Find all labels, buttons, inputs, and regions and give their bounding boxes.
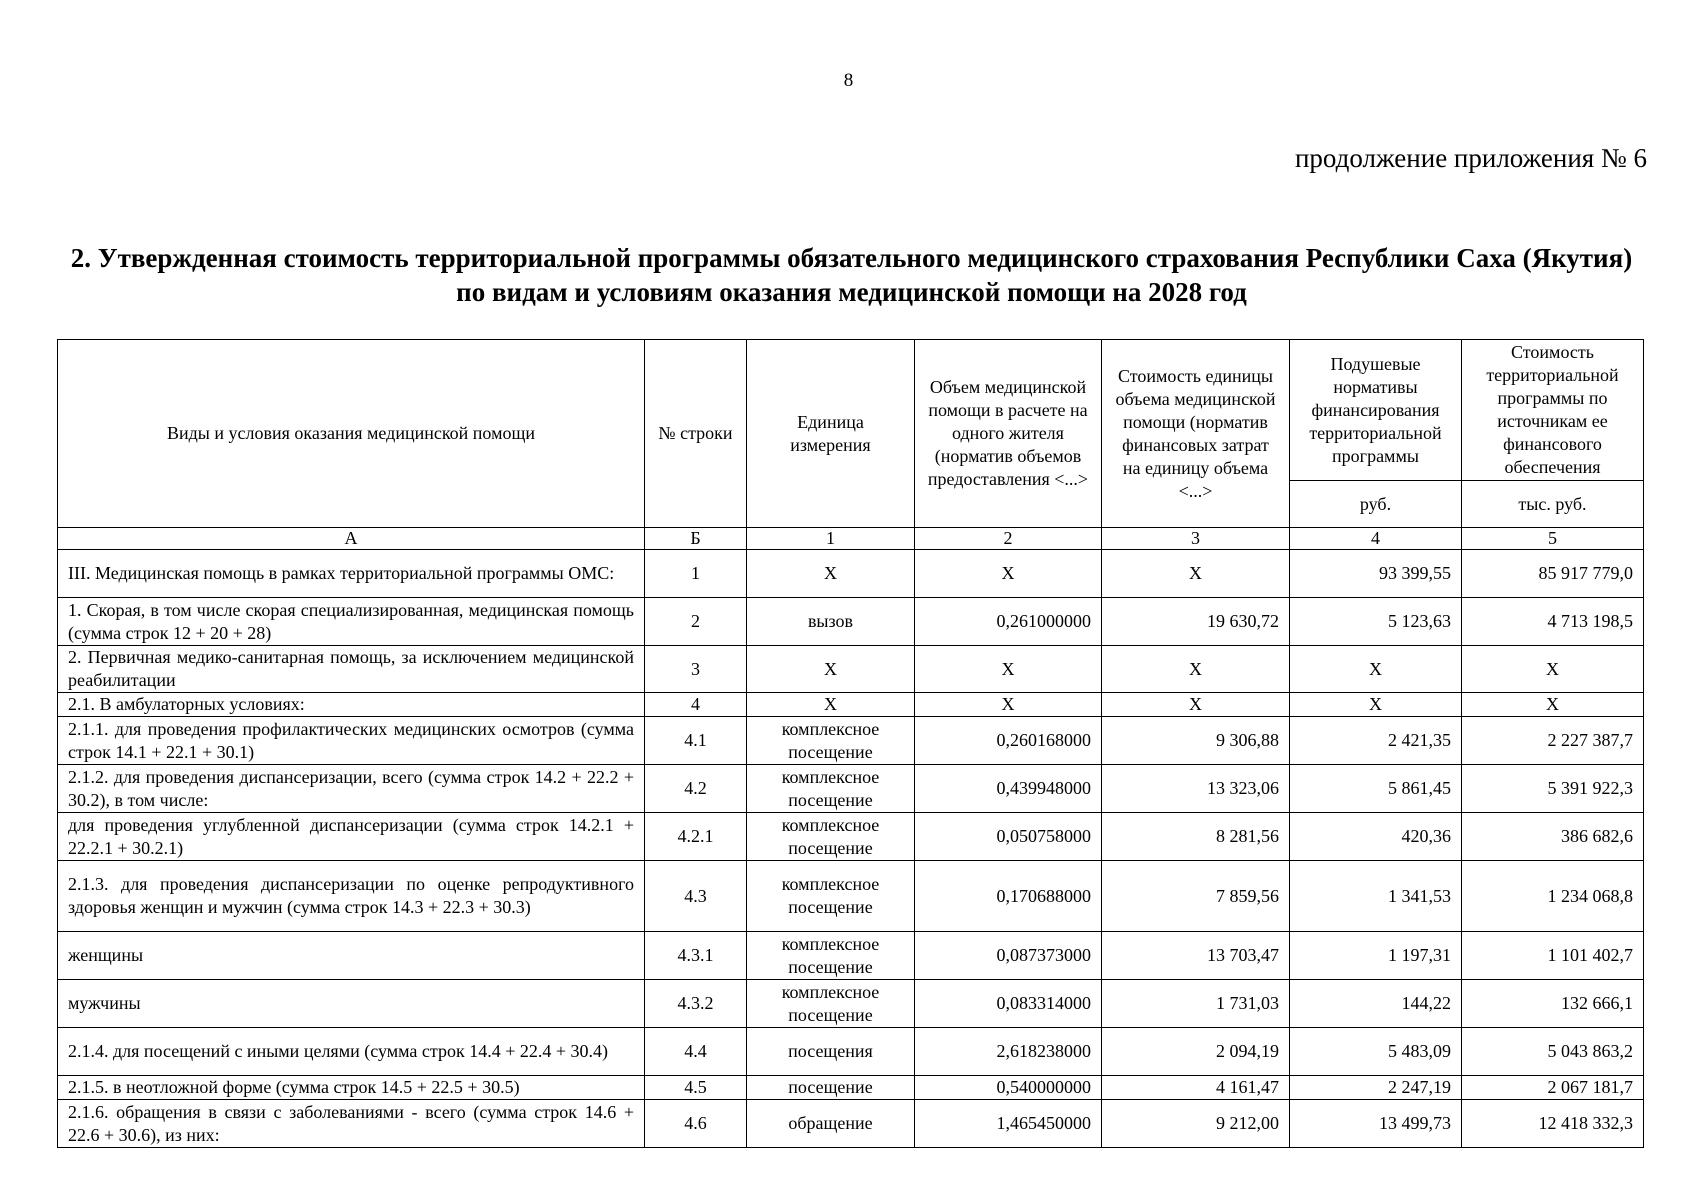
cell-volume: X (915, 550, 1102, 598)
cell-unit-cost: 9 212,00 (1102, 1100, 1290, 1148)
cell-row-number: 4.1 (645, 717, 747, 765)
cell-per-capita: 5 861,45 (1290, 765, 1462, 813)
header-program-cost-unit: тыс. руб. (1462, 481, 1644, 528)
table-row (58, 980, 1644, 1028)
cell-per-capita: 1 341,53 (1290, 861, 1462, 932)
cell-row-number: 1 (645, 550, 747, 598)
cell-type: 2.1.3. для проведения диспансеризации по оценке репродуктивного здоровья женщин и мужчин (сумма строк 14.3 + 22.3 + 30.3) (58, 861, 645, 932)
cell-program-cost: 1 234 068,8 (1462, 861, 1644, 932)
table-row (58, 550, 1644, 598)
cell-row-number: 4.3.2 (645, 980, 747, 1028)
cell-volume: 0,087373000 (915, 932, 1102, 980)
cell-unit: X (747, 693, 915, 717)
cell-unit: комплексное посещение (747, 813, 915, 861)
table-row (58, 693, 1644, 717)
cell-per-capita: 5 123,63 (1290, 598, 1462, 646)
column-letter: Б (645, 528, 747, 550)
table-row (58, 1076, 1644, 1100)
cell-volume: 0,170688000 (915, 861, 1102, 932)
cell-unit-cost: 9 306,88 (1102, 717, 1290, 765)
cell-row-number: 4.2.1 (645, 813, 747, 861)
header-per-capita: Подушевые нормативы финансирования территориальной программы (1290, 340, 1462, 481)
cell-per-capita: 2 421,35 (1290, 717, 1462, 765)
cell-row-number: 2 (645, 598, 747, 646)
header-unit: Единица измерения (747, 340, 915, 528)
cell-program-cost: 4 713 198,5 (1462, 598, 1644, 646)
cell-type: мужчины (58, 980, 645, 1028)
header-volume: Объем медицинской помощи в расчете на одного жителя (норматив объемов предоставления <...> (915, 340, 1102, 528)
column-letter: 4 (1290, 528, 1462, 550)
appendix-continuation-note: продолжение приложения № 6 (1294, 143, 1647, 173)
cell-unit-cost: 1 731,03 (1102, 980, 1290, 1028)
cell-row-number: 4.6 (645, 1100, 747, 1148)
cell-volume: 2,618238000 (915, 1028, 1102, 1076)
cell-type: 2.1.1. для проведения профилактических медицинских осмотров (сумма строк 14.1 + 22.1 + 30.1) (58, 717, 645, 765)
cell-program-cost: 12 418 332,3 (1462, 1100, 1644, 1148)
table-row (58, 1100, 1644, 1148)
cell-program-cost: 2 227 387,7 (1462, 717, 1644, 765)
column-letter: 3 (1102, 528, 1290, 550)
cell-unit-cost: 13 703,47 (1102, 932, 1290, 980)
cell-volume: 0,260168000 (915, 717, 1102, 765)
cell-unit-cost: 2 094,19 (1102, 1028, 1290, 1076)
cell-unit: посещение (747, 1076, 915, 1100)
page-number: 8 (843, 70, 854, 91)
cell-type: 2.1. В амбулаторных условиях: (58, 693, 645, 717)
table-row (58, 598, 1644, 646)
cell-row-number: 4.4 (645, 1028, 747, 1076)
cell-program-cost: 5 391 922,3 (1462, 765, 1644, 813)
cell-program-cost: X (1462, 693, 1644, 717)
cell-per-capita: 420,36 (1290, 813, 1462, 861)
cell-volume: 0,261000000 (915, 598, 1102, 646)
table-row (58, 932, 1644, 980)
cell-program-cost: 5 043 863,2 (1462, 1028, 1644, 1076)
cell-per-capita: X (1290, 693, 1462, 717)
cell-volume: 0,083314000 (915, 980, 1102, 1028)
cell-unit: X (747, 550, 915, 598)
cell-unit: комплексное посещение (747, 932, 915, 980)
header-unit-cost: Стоимость единицы объема медицинской помощи (норматив финансовых затрат на единицу объема <...> (1102, 340, 1290, 528)
cell-per-capita: 5 483,09 (1290, 1028, 1462, 1076)
cell-row-number: 4.5 (645, 1076, 747, 1100)
table-row (58, 861, 1644, 932)
table-row (58, 717, 1644, 765)
cell-type: 1. Скорая, в том числе скорая специализированная, медицинская помощь (сумма строк 12 + 20 + 28) (58, 598, 645, 646)
cell-unit: обращение (747, 1100, 915, 1148)
header-row-number: № строки (645, 340, 747, 528)
cell-per-capita: 93 399,55 (1290, 550, 1462, 598)
cell-unit: X (747, 646, 915, 693)
cell-per-capita: 13 499,73 (1290, 1100, 1462, 1148)
cell-row-number: 4.3.1 (645, 932, 747, 980)
cell-program-cost: 1 101 402,7 (1462, 932, 1644, 980)
cell-unit-cost: 19 630,72 (1102, 598, 1290, 646)
column-letter: 1 (747, 528, 915, 550)
cell-unit: комплексное посещение (747, 861, 915, 932)
cell-volume: X (915, 693, 1102, 717)
cell-unit: комплексное посещение (747, 980, 915, 1028)
cell-per-capita: 1 197,31 (1290, 932, 1462, 980)
cell-unit-cost: X (1102, 646, 1290, 693)
cell-unit: комплексное посещение (747, 765, 915, 813)
cell-type: 2.1.4. для посещений с иными целями (сумма строк 14.4 + 22.4 + 30.4) (58, 1028, 645, 1076)
cell-type: для проведения углубленной диспансеризации (сумма строк 14.2.1 + 22.2.1 + 30.2.1) (58, 813, 645, 861)
column-letter: А (58, 528, 645, 550)
cell-program-cost: X (1462, 646, 1644, 693)
cell-type: женщины (58, 932, 645, 980)
cell-per-capita: X (1290, 646, 1462, 693)
cell-type: 2. Первичная медико-санитарная помощь, за исключением медицинской реабилитации (58, 646, 645, 693)
cell-row-number: 4.3 (645, 861, 747, 932)
cell-row-number: 4 (645, 693, 747, 717)
cell-volume: 0,540000000 (915, 1076, 1102, 1100)
table-row (58, 646, 1644, 693)
cell-per-capita: 2 247,19 (1290, 1076, 1462, 1100)
cell-unit-cost: X (1102, 550, 1290, 598)
cell-unit-cost: 7 859,56 (1102, 861, 1290, 932)
cell-type: 2.1.2. для проведения диспансеризации, всего (сумма строк 14.2 + 22.2 + 30.2), в том числе: (58, 765, 645, 813)
cell-type: 2.1.5. в неотложной форме (сумма строк 14.5 + 22.5 + 30.5) (58, 1076, 645, 1100)
cell-program-cost: 85 917 779,0 (1462, 550, 1644, 598)
header-program-cost: Стоимость территориальной программы по источникам ее финансового обеспечения (1462, 340, 1644, 481)
column-letter: 2 (915, 528, 1102, 550)
table-row (58, 813, 1644, 861)
cell-volume: 0,439948000 (915, 765, 1102, 813)
cell-unit-cost: 8 281,56 (1102, 813, 1290, 861)
cell-volume: 0,050758000 (915, 813, 1102, 861)
cell-type: III. Медицинская помощь в рамках территориальной программы ОМС: (58, 550, 645, 598)
cell-unit-cost: 4 161,47 (1102, 1076, 1290, 1100)
cell-per-capita: 144,22 (1290, 980, 1462, 1028)
header-type: Виды и условия оказания медицинской помощи (58, 340, 645, 528)
column-letter: 5 (1462, 528, 1644, 550)
header-per-capita-unit: руб. (1290, 481, 1462, 528)
cell-unit: вызов (747, 598, 915, 646)
cell-unit-cost: 13 323,06 (1102, 765, 1290, 813)
cell-unit-cost: X (1102, 693, 1290, 717)
cell-volume: 1,465450000 (915, 1100, 1102, 1148)
cell-type: 2.1.6. обращения в связи с заболеваниями - всего (сумма строк 14.6 + 22.6 + 30.6), из них: (58, 1100, 645, 1148)
cell-program-cost: 2 067 181,7 (1462, 1076, 1644, 1100)
table-row (58, 1028, 1644, 1076)
cell-row-number: 3 (645, 646, 747, 693)
cell-volume: X (915, 646, 1102, 693)
cell-unit: посещения (747, 1028, 915, 1076)
column-letters-row (58, 528, 1644, 550)
cost-table (57, 339, 1644, 1148)
cell-program-cost: 132 666,1 (1462, 980, 1644, 1028)
table-row (58, 765, 1644, 813)
document-title: 2. Утвержденная стоимость территориальной программы обязательного медицинского страхования Республики Саха (Якутия) по видам и условиям оказания медицинской помощи на 2028 год (70, 243, 1633, 307)
cell-program-cost: 386 682,6 (1462, 813, 1644, 861)
cell-row-number: 4.2 (645, 765, 747, 813)
cell-unit: комплексное посещение (747, 717, 915, 765)
